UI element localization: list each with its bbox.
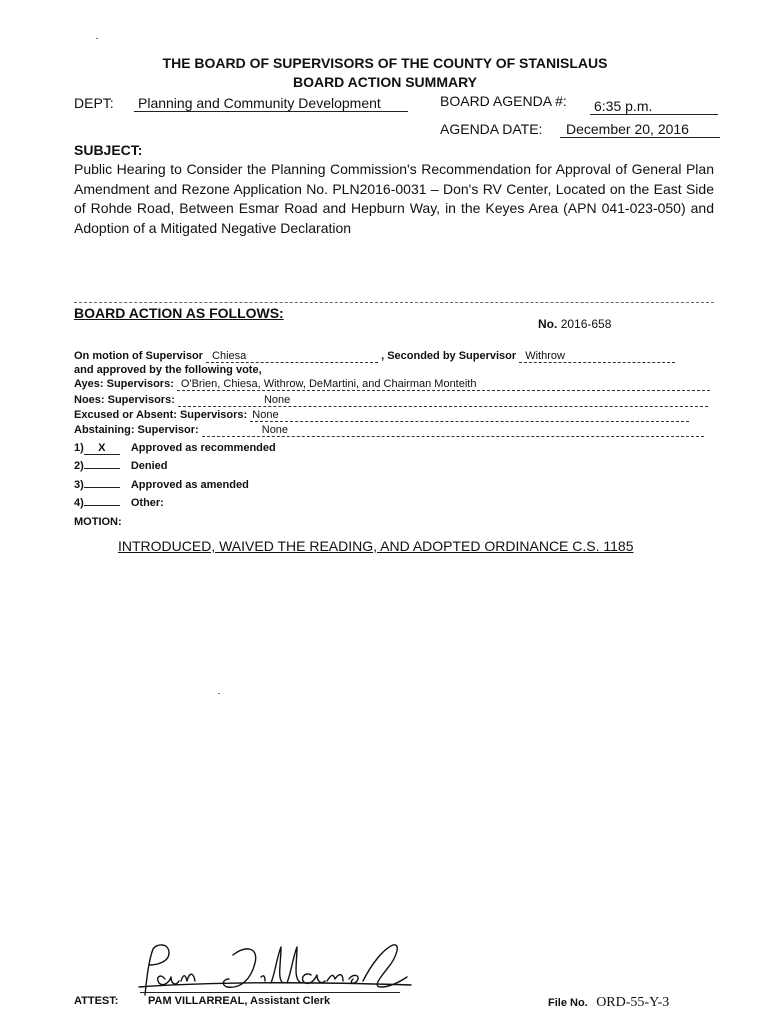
agenda-date-label: AGENDA DATE:: [440, 121, 543, 137]
option-mark: [84, 468, 120, 469]
option-row: [74, 460, 168, 472]
subject-label: SUBJECT:: [74, 142, 143, 158]
option-number: 3): [74, 479, 84, 491]
subject-text: Public Hearing to Consider the Planning Commission's Recommendation for Approval of General Plan Amendment and Rezone Application No. PLN2016-0031 – Don's RV Center, Located on the East Side of Rohde Road, Between Esmar Road and Hepburn Way, in the Keyes Area (APN 041-023-050) and Adoption of a Mitigated Negative Declaration: [74, 161, 714, 236]
ayes-label: Ayes: Supervisors:: [74, 378, 174, 390]
noes-line: [74, 394, 708, 407]
option-label: Denied: [130, 460, 168, 472]
motion-label: MOTION:: [74, 516, 122, 528]
action-number: [538, 317, 611, 331]
noes-label: Noes: Supervisors:: [74, 394, 175, 406]
option-mark: [84, 487, 120, 488]
dept-label: DEPT:: [74, 95, 114, 111]
abstain-line: [74, 424, 704, 437]
document-title: THE BOARD OF SUPERVISORS OF THE COUNTY OF STANISLAUS: [162, 55, 608, 71]
file-number: [548, 993, 669, 1011]
signature-line: [140, 992, 400, 993]
ayes-line: [74, 378, 710, 391]
abstain-value: None: [202, 424, 704, 437]
noes-value: None: [178, 394, 708, 407]
option-label: Approved as amended: [130, 479, 249, 491]
agenda-number-label: BOARD AGENDA #:: [440, 93, 567, 109]
file-number-value: ORD-55-Y-3: [596, 995, 670, 1010]
file-number-label: File No.: [548, 997, 588, 1009]
agenda-date-value: December 20, 2016: [560, 121, 720, 138]
excused-line: [74, 409, 689, 422]
action-number-label: No.: [538, 317, 558, 331]
seconded-label: , Seconded by Supervisor: [381, 350, 517, 362]
option-label: Approved as recommended: [130, 442, 276, 454]
attest-label: ATTEST:: [74, 995, 119, 1007]
option-row: [74, 442, 276, 455]
option-row: [74, 497, 164, 509]
motion-value: Chiesa: [206, 350, 378, 363]
option-label: Other:: [130, 497, 164, 509]
section-divider: [74, 302, 714, 303]
seconded-value: Withrow: [519, 350, 675, 363]
option-row: [74, 479, 249, 491]
document-subtitle: BOARD ACTION SUMMARY: [292, 74, 478, 90]
board-action-label: BOARD ACTION AS FOLLOWS:: [74, 305, 284, 321]
motion-text: INTRODUCED, WAIVED THE READING, AND ADOPTED ORDINANCE C.S. 1185: [118, 538, 634, 554]
motion-line: [74, 350, 675, 363]
dept-value: Planning and Community Development: [134, 95, 408, 112]
excused-value: None: [250, 409, 689, 422]
approved-line: and approved by the following vote,: [74, 364, 262, 376]
option-mark: X: [84, 442, 120, 455]
option-mark: [84, 505, 120, 506]
ayes-value: O'Brien, Chiesa, Withrow, DeMartini, and Chairman Monteith: [177, 378, 710, 391]
option-number: 1): [74, 442, 84, 454]
attest-signer: PAM VILLARREAL, Assistant Clerk: [148, 995, 331, 1007]
motion-label: On motion of Supervisor: [74, 350, 203, 362]
stray-mark: [218, 693, 220, 694]
abstain-label: Abstaining: Supervisor:: [74, 424, 199, 436]
option-number: 4): [74, 497, 84, 509]
excused-label: Excused or Absent: Supervisors:: [74, 409, 248, 421]
stray-mark: [96, 38, 98, 39]
option-number: 2): [74, 460, 84, 472]
action-number-value: 2016-658: [560, 317, 612, 331]
agenda-number-value: 6:35 p.m.: [590, 98, 718, 115]
